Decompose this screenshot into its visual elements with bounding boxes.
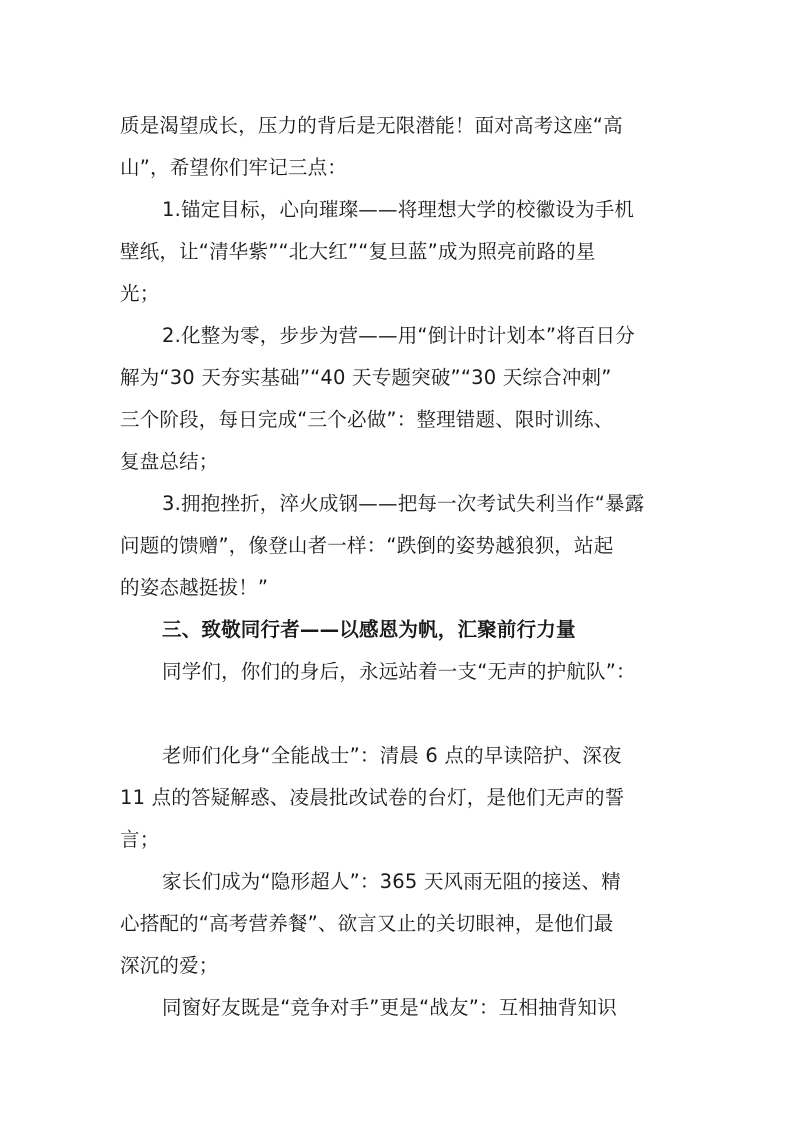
text-line: 问题的馈赠”，像登山者一样：“跌倒的姿势越狼狈，站起 — [120, 534, 614, 557]
text-line: 心搭配的“高考营养餐”、欲言又止的关切眼神，是他们最 — [120, 912, 614, 935]
paragraph-line: 同学们，你们的身后，永远站着一支“无声的护航队”： — [162, 660, 636, 683]
text-line: 复盘总结； — [120, 450, 219, 473]
document-body — [120, 105, 680, 1029]
text-line: 质是渴望成长，压力的背后是无限潜能！面对高考这座“高 — [120, 114, 623, 137]
text-line: 11 点的答疑解惑、凌晨批改试卷的台灯，是他们无声的誓 — [120, 786, 625, 809]
text-line: 的姿态越挺拔！” — [120, 576, 269, 599]
text-line: 言； — [120, 828, 160, 851]
text-line: 深沉的爱； — [120, 954, 219, 977]
point-2-line: 2.化整为零，步步为营——用“倒计时计划本”将百日分 — [162, 324, 636, 347]
teachers-line: 老师们化身“全能战士”：清晨 6 点的早读陪护、深夜 — [162, 744, 622, 767]
text-line: 壁纸，让“清华紫”“北大红”“复旦蓝”成为照亮前路的星 — [120, 240, 596, 263]
text-line: 三个阶段，每日完成“三个必做”：整理错题、限时训练、 — [120, 408, 614, 431]
blank-line — [120, 693, 680, 735]
text-line: 山”，希望你们牢记三点： — [120, 156, 348, 179]
text-line: 解为“30 天夯实基础”“40 天专题突破”“30 天综合冲刺” — [120, 366, 612, 389]
parents-line: 家长们成为“隐形超人”：365 天风雨无阻的接送、精 — [162, 870, 621, 893]
section-heading: 三、致敬同行者——以感恩为帆，汇聚前行力量 — [162, 618, 576, 641]
point-3-line: 3.拥抱挫折，淬火成钢——把每一次考试失利当作“暴露 — [162, 492, 645, 515]
classmates-line: 同窗好友既是“竞争对手”更是“战友”：互相抽背知识 — [162, 996, 617, 1019]
text-line: 光； — [120, 282, 160, 305]
point-1-line: 1.锚定目标，心向璀璨——将理想大学的校徽设为手机 — [162, 198, 635, 221]
